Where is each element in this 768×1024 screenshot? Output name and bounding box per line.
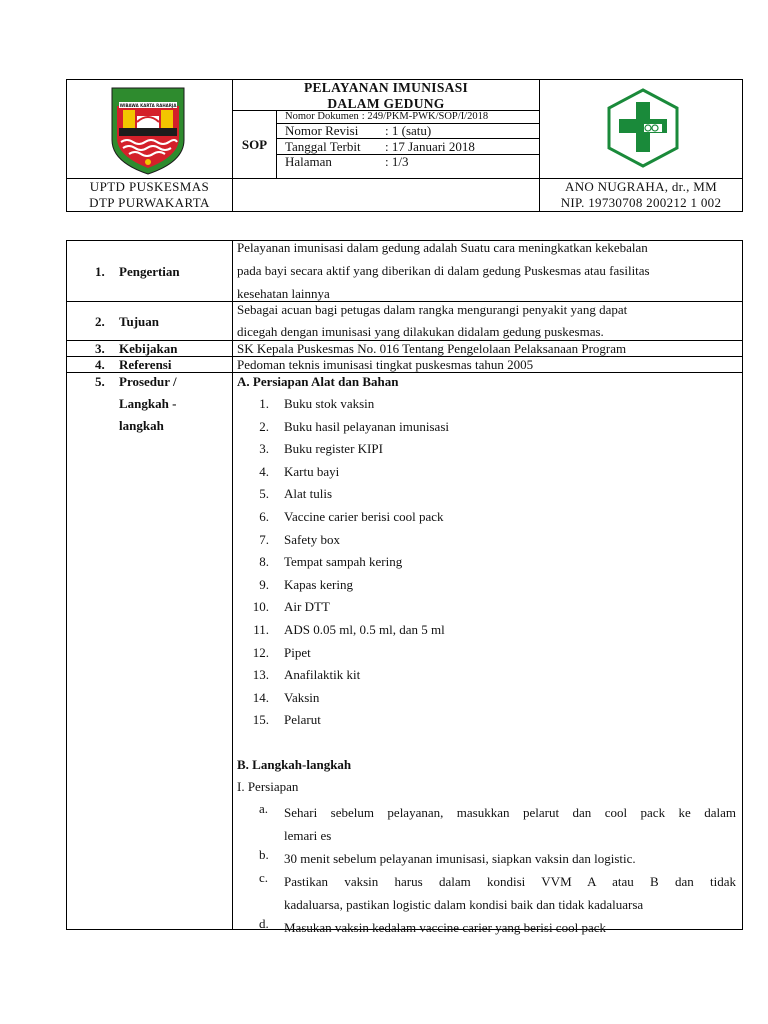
blank-cell — [232, 178, 540, 212]
step-text-line: kadaluarsa, pastikan logistic dalam kondisi baik dan tidak kadaluarsa — [284, 897, 644, 912]
row-prosedur-content — [232, 372, 743, 935]
document-meta — [276, 110, 540, 179]
list-item-number: 4. — [259, 463, 269, 479]
list-item-text: Kartu bayi — [284, 463, 340, 479]
meta-nomor-revisi: Nomor Revisi : 1 (satu) — [276, 123, 540, 139]
part-a-title: A. Persiapan Alat dan Bahan — [237, 374, 399, 389]
row-referensi-label: 4. Referensi — [66, 356, 233, 373]
purwakarta-emblem-icon — [109, 82, 187, 176]
list-item-text: ADS 0.05 ml, 0.5 ml, dan 5 ml — [284, 622, 445, 637]
list-item-number: 8. — [259, 554, 269, 570]
row-kebijakan-label: 3. Kebijakan — [66, 340, 233, 357]
list-item-number: 2. — [259, 418, 269, 434]
list-item-text: Air DTT — [284, 599, 330, 615]
list-item-text: Safety box — [284, 531, 340, 547]
list-item-text: Anafilaktik kit — [284, 667, 361, 683]
row-kebijakan-content: SK Kepala Puskesmas No. 016 Tentang Pengelolaan Pelaksanaan Program — [232, 340, 743, 357]
meta-value: : 249/PKM-PWK/SOP/I/2018 — [361, 111, 489, 122]
row-tujuan-label: 2. Tujuan — [66, 301, 233, 341]
puskesmas-logo-cell — [539, 79, 743, 179]
list-item-text: Alat tulis — [284, 486, 333, 502]
step-letter: c. — [259, 870, 269, 885]
step-letter: a. — [259, 801, 269, 816]
organization-name: UPTD PUSKESMAS DTP PURWAKARTA — [66, 178, 233, 212]
list-item-text: Buku register KIPI — [284, 441, 383, 457]
sop-content-table — [66, 240, 743, 935]
meta-nomor-dokumen: Nomor Dokumen : 249/PKM-PWK/SOP/I/2018 — [276, 110, 540, 124]
list-item-text: Vaccine carier berisi cool pack — [284, 509, 444, 524]
purwakarta-logo-cell — [66, 79, 233, 179]
list-item-number: 10. — [252, 599, 269, 615]
meta-halaman: Halaman : 1/3 — [276, 154, 540, 171]
list-item-number: 1. — [259, 396, 269, 411]
list-item-text: Pipet — [284, 644, 311, 660]
list-item-text: Tempat sampah kering — [284, 554, 403, 570]
part-b-title: B. Langkah-langkah — [237, 757, 352, 772]
list-item-text: Buku hasil pelayanan imunisasi — [284, 418, 450, 434]
sub-title-persiapan: I. Persiapan — [237, 779, 299, 794]
list-item-text: Kapas kering — [284, 576, 353, 592]
meta-tanggal-terbit: Tanggal Terbit : 17 Januari 2018 — [276, 138, 540, 155]
step-letter: d. — [259, 916, 269, 931]
row-prosedur-label: 5. Prosedur / Langkah - langkah — [66, 372, 233, 930]
list-item-number: 13. — [252, 667, 269, 683]
step-text-line: Sehari sebelum pelayanan, masukkan pelarut dan cool pack ke dalam — [284, 805, 736, 820]
step-letter: b. — [259, 847, 269, 862]
sop-label: SOP — [232, 110, 277, 179]
list-item-number: 6. — [259, 509, 269, 524]
document-title: PELAYANAN IMUNISASI DALAM GEDUNG — [232, 79, 540, 111]
list-item-text: Pelarut — [284, 712, 321, 728]
row-referensi-content: Pedoman teknis imunisasi tingkat puskesmas tahun 2005 — [232, 356, 743, 373]
list-item-number: 15. — [252, 712, 269, 728]
list-item-number: 3. — [259, 441, 269, 457]
row-tujuan-content: Sebagai acuan bagi petugas dalam rangka mengurangi penyakit yang dapat dicegah dengan imunisasi yang dilakukan didalam gedung puskesmas. — [232, 301, 743, 341]
list-item-number: 14. — [252, 689, 269, 705]
logo-motto-text: WIBAWA KARTA RAHARJA — [119, 103, 177, 108]
list-item-text: Vaksin — [284, 689, 320, 705]
step-text-line: lemari es — [284, 828, 332, 843]
row-pengertian-label: 1. Pengertian — [66, 240, 233, 302]
step-text-line: Pastikan vaksin harus dalam kondisi VVM A atau B dan tidak — [284, 874, 736, 889]
step-text-line: 30 menit sebelum pelayanan imunisasi, siapkan vaksin dan logistic. — [284, 851, 636, 866]
signatory: ANO NUGRAHA, dr., MM NIP. 19730708 200212 1 002 — [539, 178, 743, 212]
row-pengertian-content: Pelayanan imunisasi dalam gedung adalah Suatu cara meningkatkan kekebalan pada bayi secara aktif yang diberikan di dalam gedung Puskesmas atau fasilitas kesehatan lainnya — [232, 240, 743, 302]
step-text-line: Masukan vaksin kedalam vaccine carier yang berisi cool pack — [284, 920, 606, 935]
list-item-number: 5. — [259, 486, 269, 502]
list-item-number: 11. — [253, 622, 269, 637]
list-item-number: 12. — [252, 644, 269, 660]
sop-header-table — [66, 79, 743, 212]
list-item-text: Buku stok vaksin — [284, 396, 375, 411]
puskesmas-logo-icon — [605, 88, 681, 168]
list-item-number: 7. — [259, 531, 269, 547]
list-item-number: 9. — [259, 576, 269, 592]
